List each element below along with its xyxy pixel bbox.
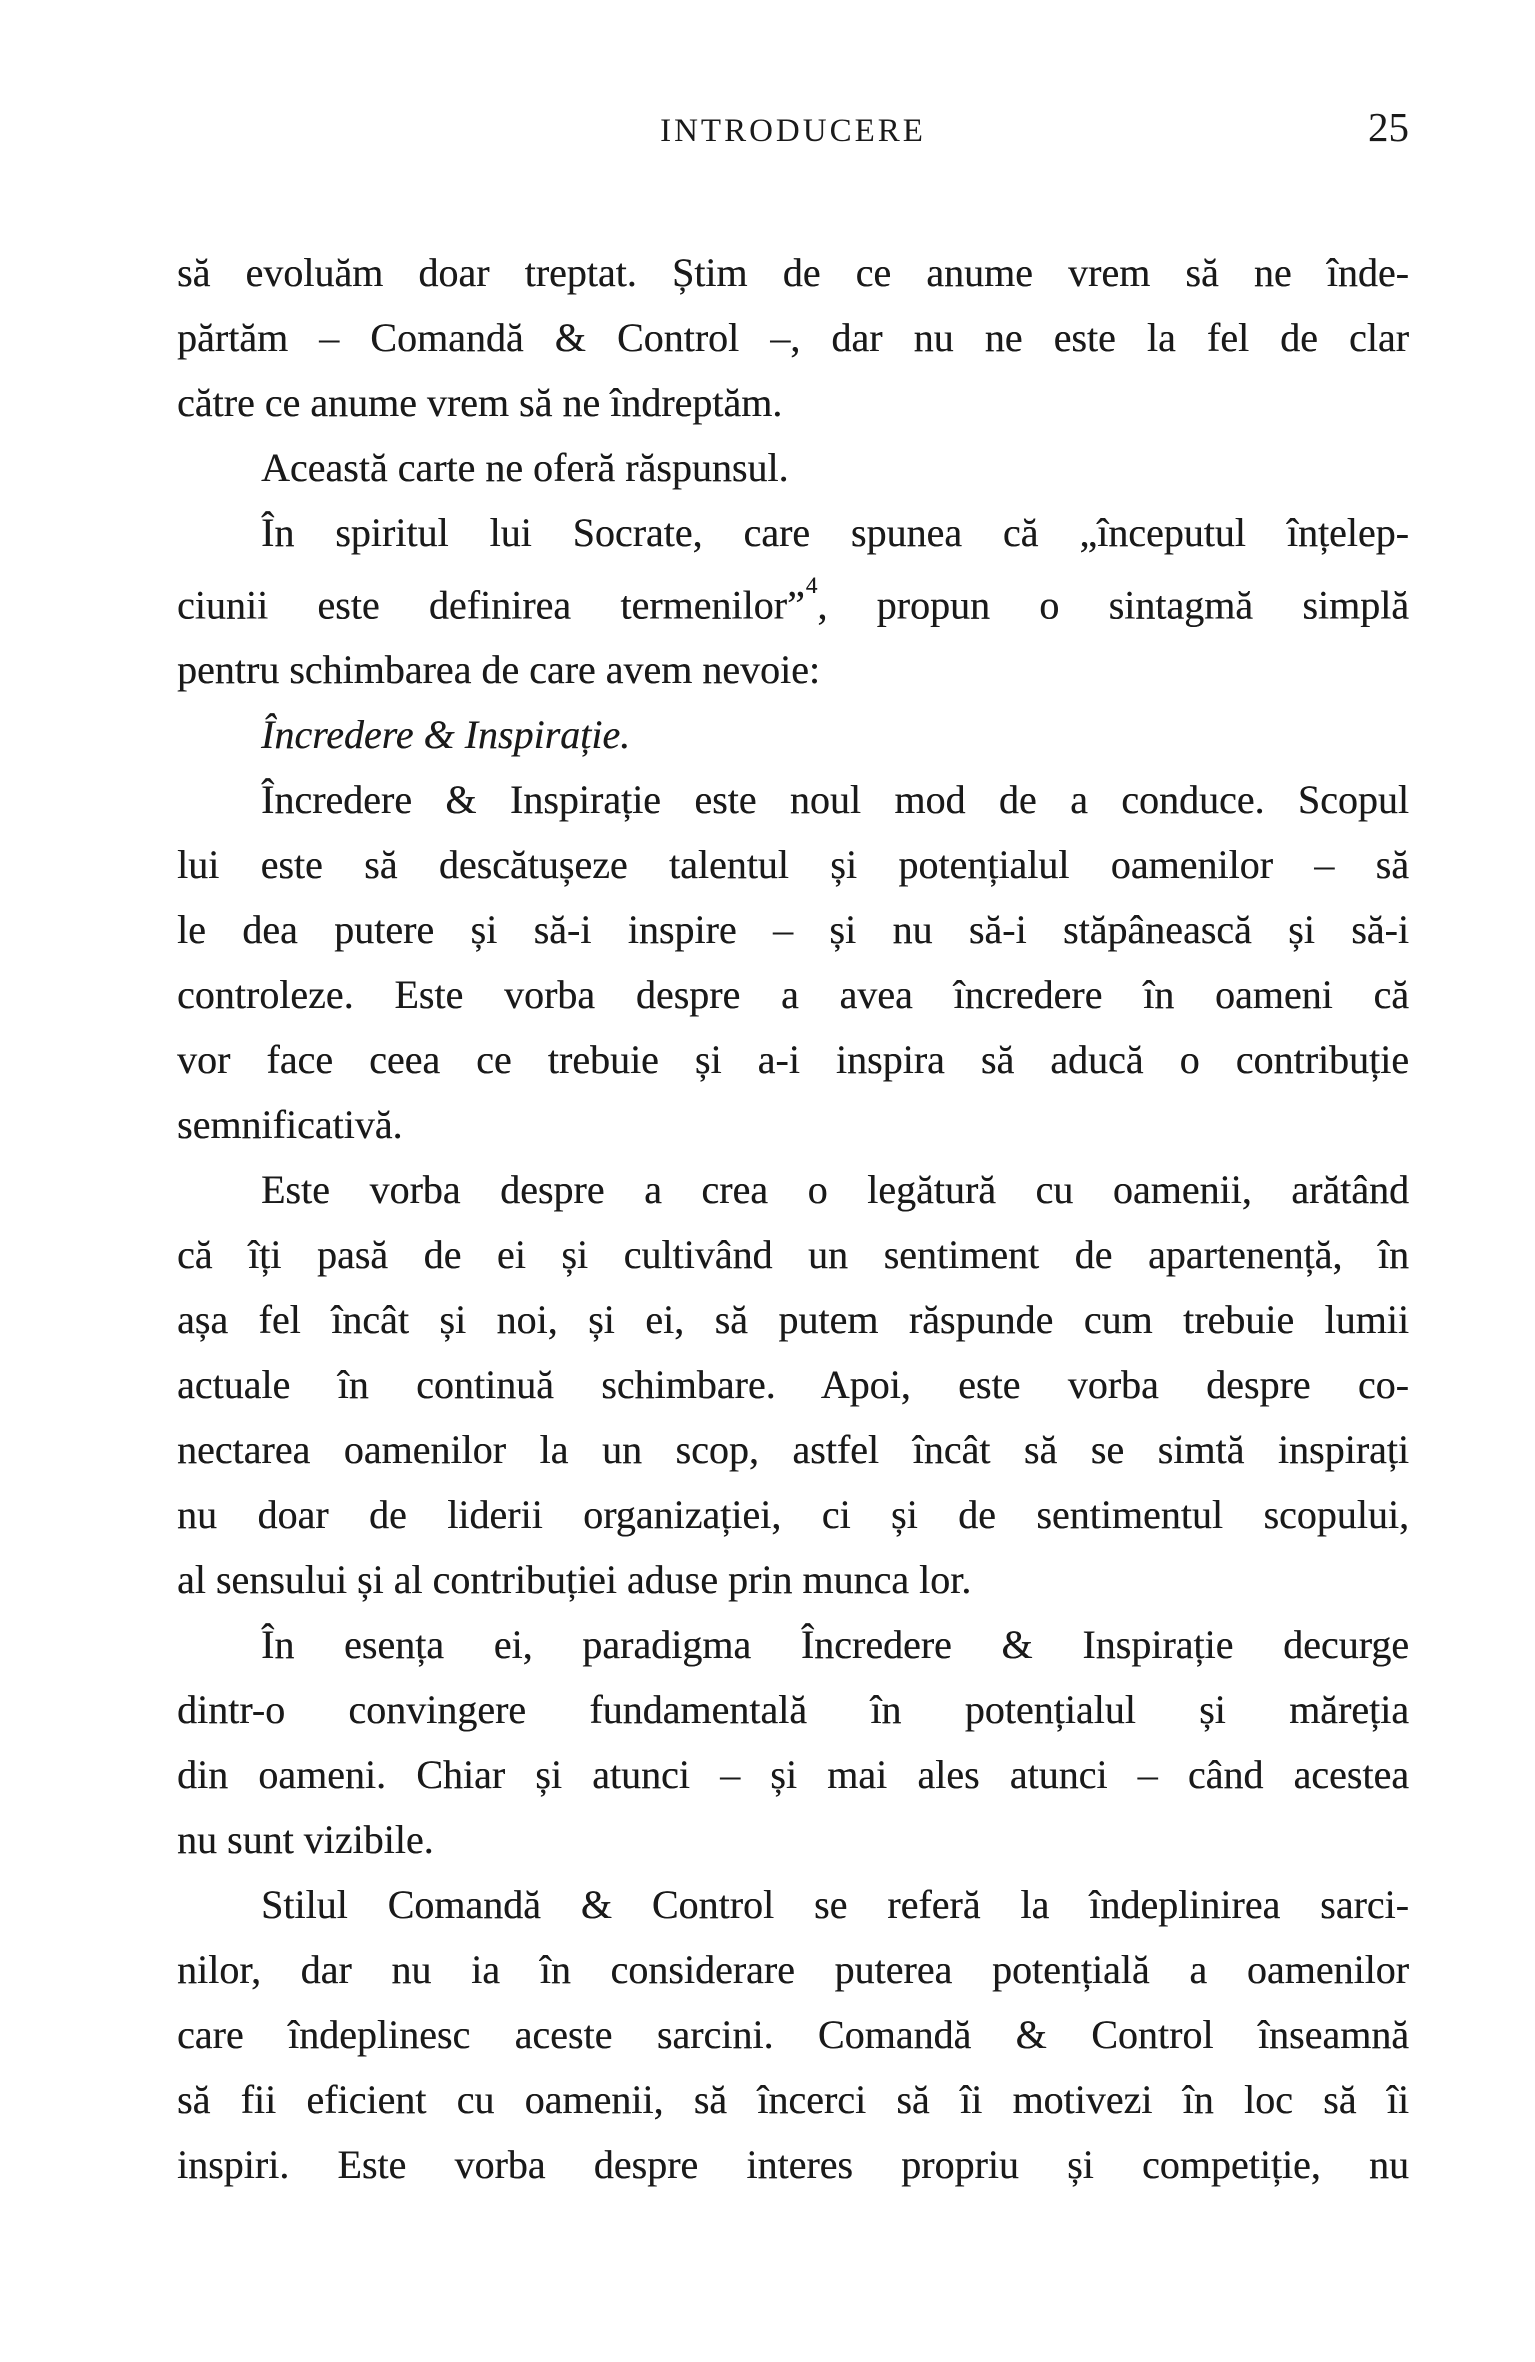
text-line: În esența ei, paradigma Încredere & Inspirație decurge (261, 1622, 1409, 1668)
text-line: să evoluăm doar treptat. Știm de ce anume vrem să ne înde- (177, 250, 1409, 295)
text-line: Încredere & Inspirație. (261, 712, 631, 758)
text-line: Este vorba despre a crea o legătură cu oamenii, arătând (261, 1167, 1409, 1213)
text-line: către ce anume vrem să ne îndreptăm. (177, 380, 783, 425)
text-line: nectarea oamenilor la un scop, astfel încât să se simtă inspirați (177, 1427, 1409, 1473)
paragraph (177, 435, 1409, 500)
text-line: părtăm – Comandă & Control –, dar nu ne este la fel de clar (177, 315, 1409, 360)
text-line: semnificativă. (177, 1102, 403, 1148)
text-line: pentru schimbarea de care avem nevoie: (177, 647, 821, 693)
text-line: Stilul Comandă & Control se referă la îndeplinirea sarci- (261, 1882, 1409, 1928)
page-header (177, 106, 1409, 152)
paragraph (177, 500, 1409, 702)
paragraph (177, 1157, 1409, 1612)
text-line: așa fel încât și noi, și ei, să putem răspunde cum trebuie lumii (177, 1297, 1409, 1343)
footnote-ref: 4 (805, 572, 818, 599)
text-segment: ciunii este definirea termenilor” (177, 582, 805, 628)
body-text (177, 240, 1409, 2197)
text-line: vor face ceea ce trebuie și a-i inspira să aducă o contribuție (177, 1037, 1409, 1083)
paragraph (177, 767, 1409, 1157)
page-number-box (926, 106, 1409, 148)
text-line: al sensului și al contribuției aduse prin munca lor. (177, 1557, 972, 1603)
text-line: că îți pasă de ei și cultivând un sentiment de apartenență, în (177, 1232, 1409, 1278)
text-line: nilor, dar nu ia în considerare puterea potențială a oamenilor (177, 1947, 1409, 1993)
text-line: din oameni. Chiar și atunci – și mai ales atunci – când acestea (177, 1752, 1409, 1798)
text-line: inspiri. Este vorba despre interes propriu și competiție, nu (177, 2142, 1409, 2188)
text-line: controleze. Este vorba despre a avea încredere în oameni că (177, 972, 1409, 1018)
text-line: Încredere & Inspirație este noul mod de a conduce. Scopul (261, 777, 1409, 823)
running-head: INTRODUCERE (660, 113, 926, 149)
text-segment: , propun o sintagmă simplă (817, 582, 1409, 628)
text-line: actuale în continuă schimbare. Apoi, este vorba despre co- (177, 1362, 1409, 1408)
paragraph (177, 240, 1409, 435)
text-line: care îndeplinesc aceste sarcini. Comandă & Control înseamnă (177, 2012, 1409, 2058)
text-line: le dea putere și să-i inspire – și nu să-i stăpânească și să-i (177, 907, 1409, 953)
text-line: În spiritul lui Socrate, care spunea că „începutul înțelep- (261, 510, 1409, 555)
page-number: 25 (1368, 104, 1410, 150)
paragraph (177, 702, 1409, 767)
text-line: nu doar de liderii organizației, ci și de sentimentul scopului, (177, 1492, 1409, 1538)
paragraph (177, 1872, 1409, 2197)
text-line: lui este să descătușeze talentul și potențialul oamenilor – să (177, 842, 1409, 888)
text-line: dintr-o convingere fundamentală în potențialul și măreția (177, 1687, 1409, 1733)
text-line: să fii eficient cu oamenii, să încerci să îi motivezi în loc să îi (177, 2077, 1409, 2123)
text-line: Această carte ne oferă răspunsul. (261, 445, 789, 490)
text-line (177, 565, 1409, 637)
text-line: nu sunt vizibile. (177, 1817, 434, 1863)
paragraph (177, 1612, 1409, 1872)
